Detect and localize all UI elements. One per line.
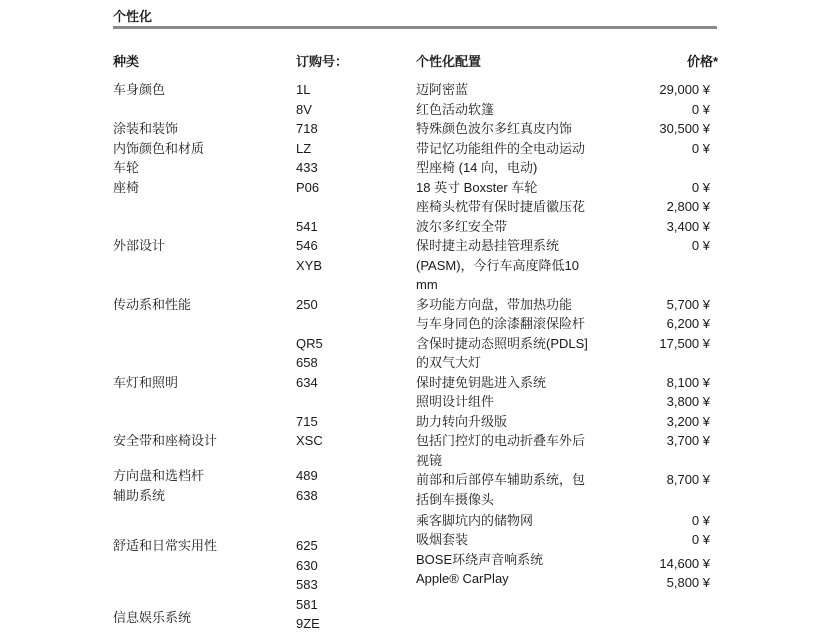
- category-cell: 座椅: [113, 179, 140, 195]
- order-number-cell: 1L: [296, 82, 311, 97]
- category-cell: 涂装和装饰: [113, 121, 179, 136]
- price-cell: 17,500 ¥: [659, 335, 710, 351]
- configuration-cell: 保时捷免钥匙进入系统: [416, 374, 547, 390]
- configuration-cell: 座椅头枕带有保时捷盾徽压花: [416, 199, 586, 214]
- price-cell: 3,400 ¥: [666, 218, 710, 234]
- category-cell: 舒适和日常实用性: [113, 538, 218, 554]
- section-title: 个性化: [113, 9, 153, 24]
- category-cell: 辅助系统: [113, 487, 166, 503]
- configuration-cell: Apple® CarPlay: [416, 571, 509, 587]
- configuration-cell: 18 英寸 Boxster 车轮: [416, 179, 538, 195]
- category-cell: 车灯和照明: [113, 374, 179, 390]
- price-cell: 14,600 ¥: [659, 555, 710, 571]
- configuration-cell: 特殊颜色波尔多红真皮内饰: [416, 121, 573, 136]
- price-cell: 5,700 ¥: [666, 296, 710, 312]
- price-cell: 0 ¥: [691, 238, 710, 253]
- price-cell: 30,500 ¥: [659, 121, 710, 136]
- header-price: 价格*: [686, 54, 718, 69]
- configuration-cell: BOSE环绕声音响系统: [416, 551, 544, 567]
- configuration-cell: 助力转向升级版: [416, 413, 508, 429]
- order-number-cell: 541: [296, 218, 318, 234]
- price-cell: 3,700 ¥: [666, 433, 710, 448]
- header-configuration: 个性化配置: [416, 54, 482, 69]
- order-number-cell: 581: [296, 596, 318, 612]
- price-cell: 8,700 ¥: [666, 472, 710, 487]
- order-number-cell: 546: [296, 238, 318, 253]
- price-cell: 3,200 ¥: [666, 413, 710, 429]
- configuration-cell: 带记忆功能组件的全电动运动: [416, 140, 586, 156]
- order-number-cell: 634: [296, 374, 318, 390]
- configuration-cell: 含保时捷动态照明系统(PDLS]: [416, 335, 588, 351]
- price-cell: 0 ¥: [691, 140, 710, 156]
- price-cell: 5,800 ¥: [666, 575, 710, 591]
- configuration-cell: 的双气大灯: [416, 355, 482, 370]
- category-cell: 信息娱乐系统: [113, 610, 192, 626]
- order-number-cell: 9ZE: [296, 616, 320, 632]
- order-number-cell: 583: [296, 577, 318, 593]
- price-cell: 0 ¥: [691, 101, 710, 117]
- order-number-cell: 658: [296, 355, 318, 370]
- price-cell: 29,000 ¥: [659, 82, 710, 97]
- configuration-cell: 视镜: [416, 452, 443, 468]
- category-cell: 安全带和座椅设计: [113, 433, 218, 448]
- order-number-cell: XYB: [296, 257, 323, 273]
- configuration-cell: 迈阿密蓝: [416, 82, 469, 97]
- price-cell: 2,800 ¥: [666, 199, 710, 214]
- order-number-cell: 625: [296, 538, 318, 554]
- category-cell: 外部设计: [113, 238, 166, 253]
- price-cell: 8,100 ¥: [666, 374, 710, 390]
- configuration-cell: mm: [416, 277, 438, 292]
- price-cell: 6,200 ¥: [666, 316, 710, 331]
- price-cell: 0 ¥: [691, 512, 710, 528]
- order-number-cell: 8V: [296, 101, 312, 117]
- order-number-cell: LZ: [296, 140, 312, 156]
- category-cell: 方向盘和选档杆: [113, 468, 205, 484]
- order-number-cell: XSC: [296, 433, 323, 448]
- configuration-cell: 波尔多红安全带: [416, 218, 508, 234]
- configuration-cell: 括倒车摄像头: [416, 491, 495, 507]
- order-number-cell: P06: [296, 179, 320, 195]
- order-number-cell: 718: [296, 121, 318, 136]
- configuration-cell: 包括门控灯的电动折叠车外后: [416, 433, 586, 448]
- category-cell: 传动系和性能: [113, 296, 192, 312]
- configuration-cell: 与车身同色的涂漆翻滚保险杆: [416, 316, 586, 331]
- configuration-cell: 前部和后部停车辅助系统，包: [416, 472, 586, 487]
- configuration-cell: 保时捷主动悬挂管理系统: [416, 238, 560, 253]
- order-number-cell: 489: [296, 468, 318, 484]
- configuration-cell: 乘客脚坑内的储物网: [416, 512, 534, 528]
- configuration-cell: 照明设计组件: [416, 394, 495, 409]
- configuration-cell: 多功能方向盘，带加热功能: [416, 296, 573, 312]
- order-number-cell: 638: [296, 487, 318, 503]
- configuration-cell: 吸烟套装: [416, 532, 469, 548]
- order-number-cell: 715: [296, 413, 318, 429]
- category-cell: 车轮: [113, 160, 140, 175]
- order-number-cell: 433: [296, 160, 318, 175]
- configuration-cell: 型座椅 (14 向，电动): [416, 160, 538, 175]
- order-number-cell: 250: [296, 296, 318, 312]
- configuration-cell: 红色活动软篷: [416, 101, 495, 117]
- category-cell: 车身颜色: [113, 82, 166, 97]
- category-cell: 内饰颜色和材质: [113, 140, 205, 156]
- title-divider: [113, 26, 717, 29]
- order-number-cell: 630: [296, 557, 318, 573]
- header-category: 种类: [113, 54, 140, 69]
- price-cell: 3,800 ¥: [666, 394, 710, 409]
- price-cell: 0 ¥: [691, 179, 710, 195]
- header-order-number: 订购号：: [296, 54, 349, 69]
- order-number-cell: QR5: [296, 335, 323, 351]
- price-cell: 0 ¥: [691, 532, 710, 548]
- configuration-cell: (PASM)，今行车高度降低10: [416, 257, 579, 273]
